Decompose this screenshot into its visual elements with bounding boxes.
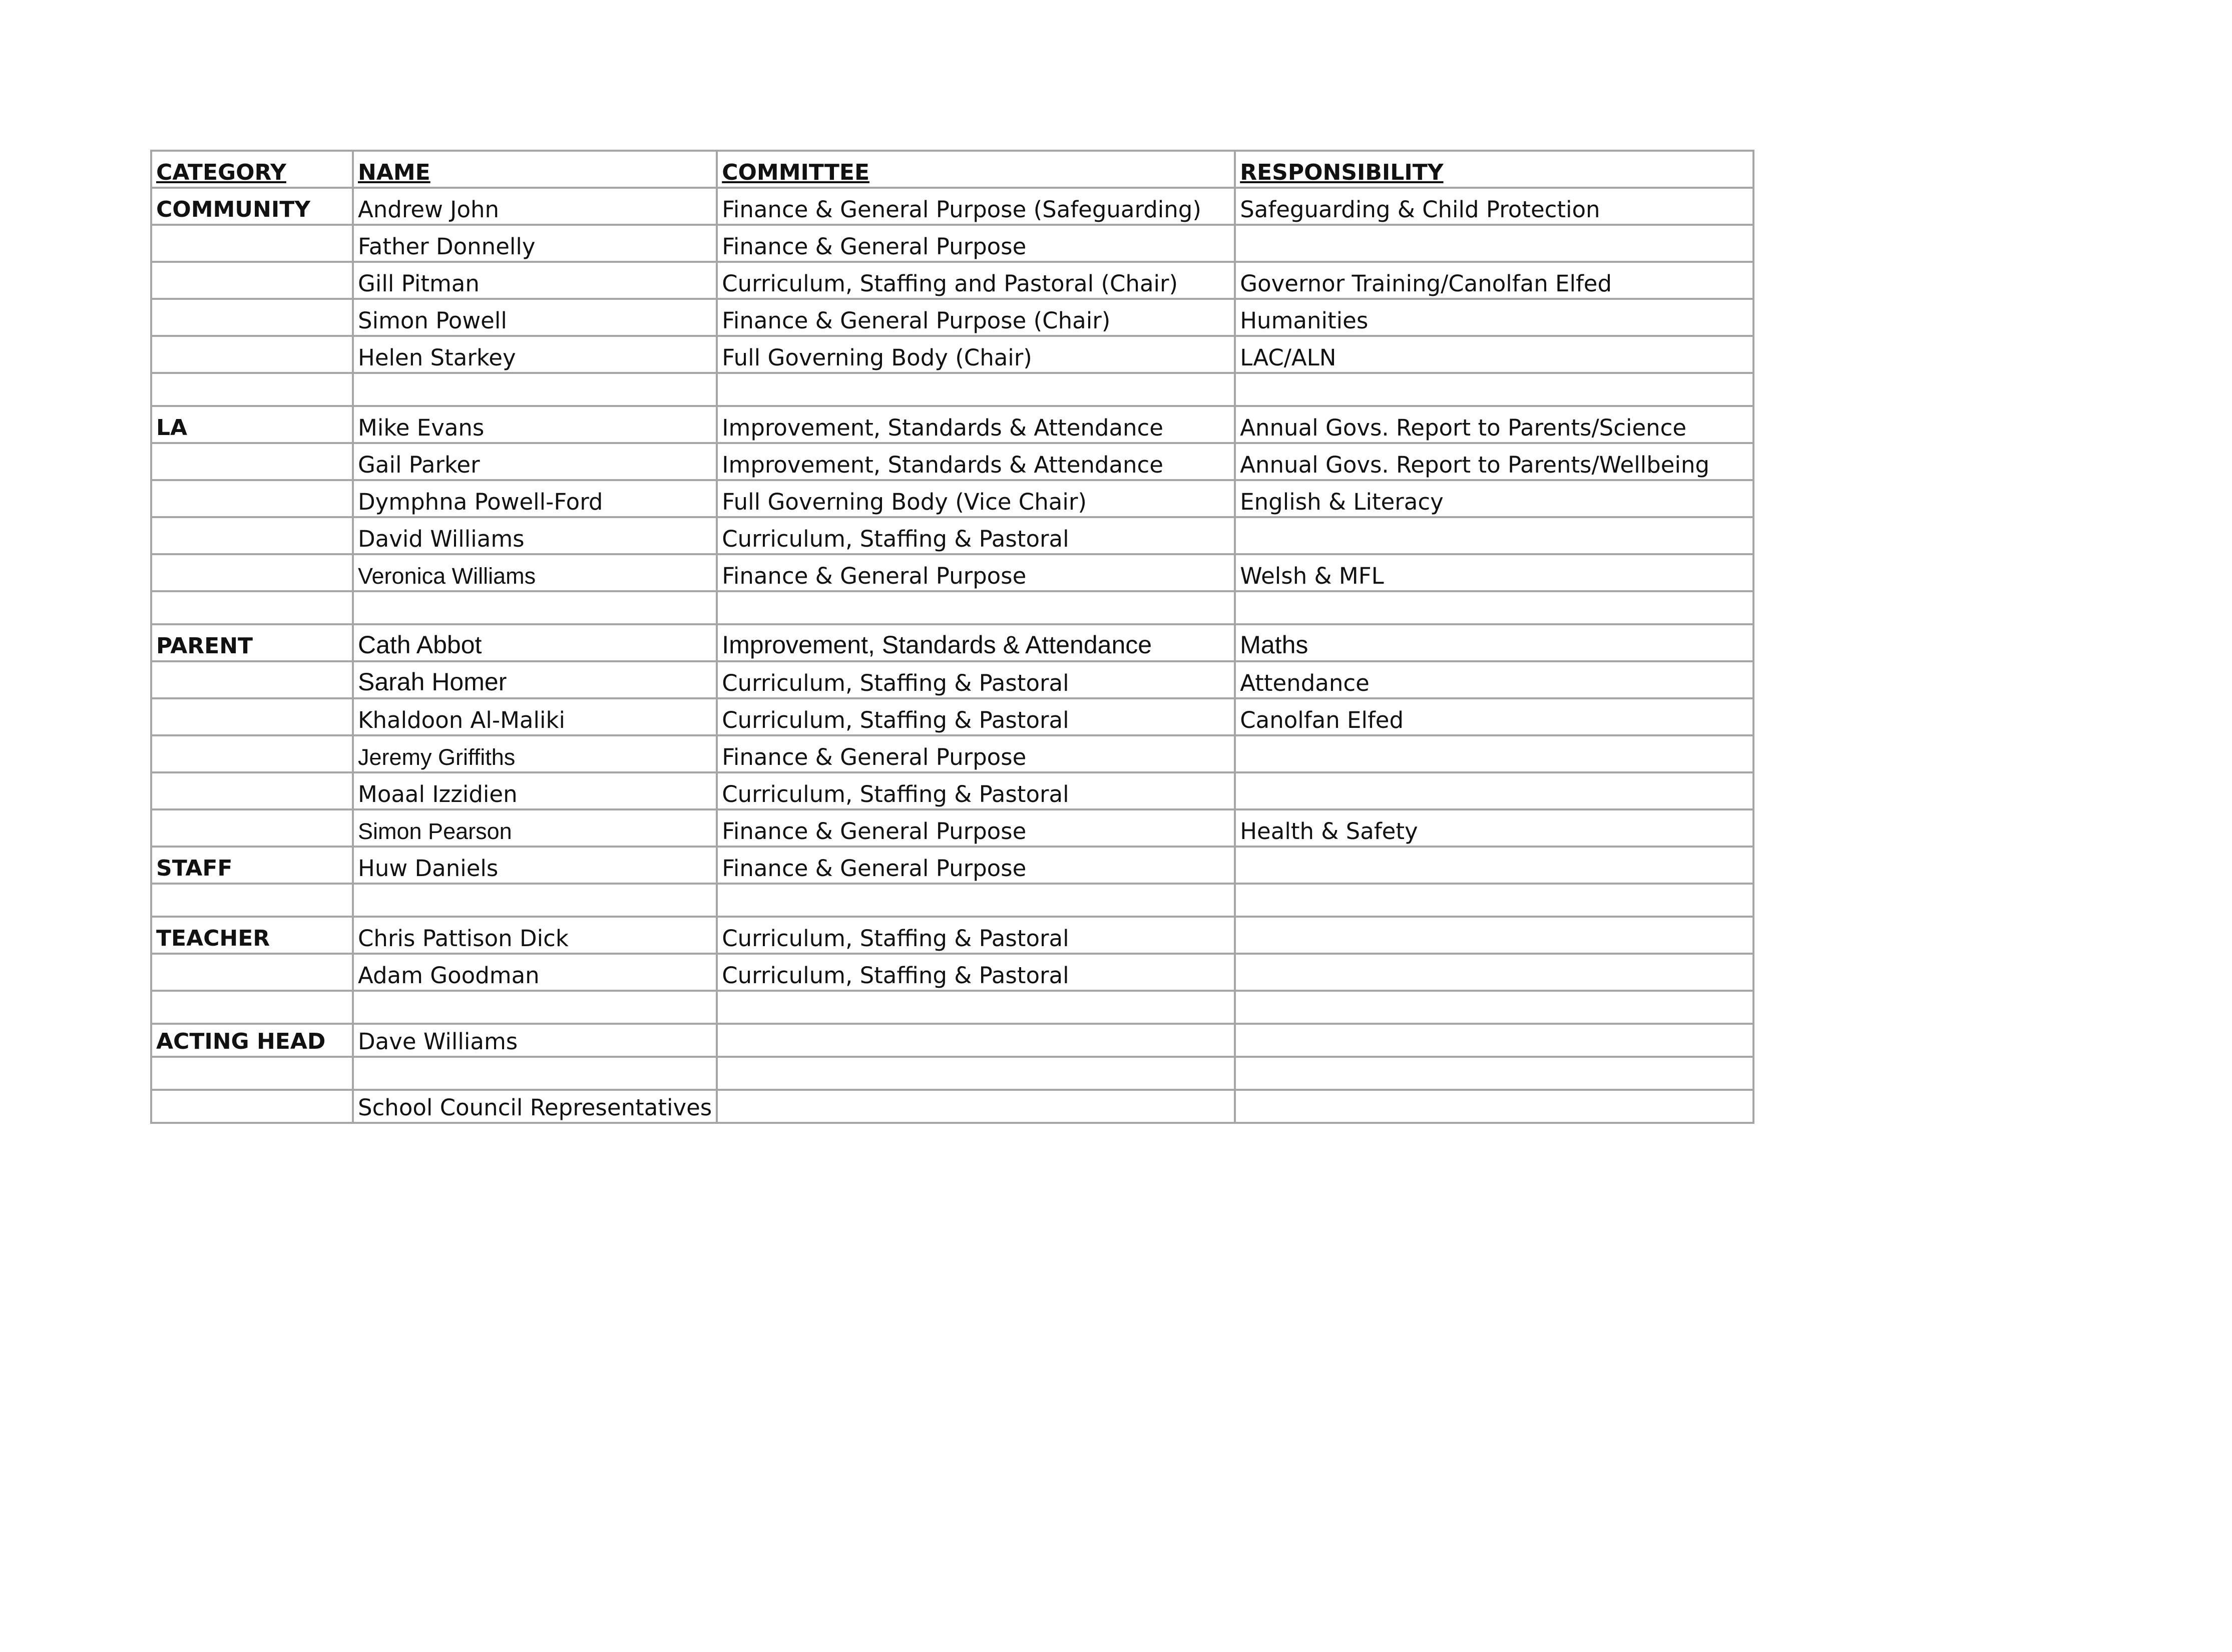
table-row (151, 661, 1753, 698)
committee-cell: Improvement, Standards & Attendance (717, 406, 1235, 443)
responsibility-cell: Governor Training/Canolfan Elfed (1235, 262, 1753, 299)
name-cell (353, 1057, 717, 1090)
responsibility-cell: Maths (1235, 624, 1753, 661)
table-row (151, 336, 1753, 373)
responsibility-cell (1235, 735, 1753, 772)
committee-cell: Improvement, Standards & Attendance (717, 624, 1235, 661)
name-cell: Simon Powell (353, 299, 717, 336)
category-cell (151, 373, 353, 406)
header-responsibility: RESPONSIBILITY (1235, 151, 1753, 188)
responsibility-cell: Attendance (1235, 661, 1753, 698)
category-cell (151, 1090, 353, 1123)
governors-table (150, 150, 1754, 1124)
table-row (151, 480, 1753, 517)
table-row (151, 554, 1753, 591)
committee-cell: Curriculum, Staffing & Pastoral (717, 772, 1235, 809)
committee-cell (717, 1024, 1235, 1057)
category-cell: TEACHER (151, 917, 353, 954)
table-row (151, 299, 1753, 336)
table-row (151, 624, 1753, 661)
table-row (151, 591, 1753, 624)
name-cell (353, 373, 717, 406)
committee-cell: Curriculum, Staffing & Pastoral (717, 517, 1235, 554)
header-name: NAME (353, 151, 717, 188)
committee-cell (717, 991, 1235, 1024)
committee-cell: Improvement, Standards & Attendance (717, 443, 1235, 480)
committee-cell (717, 591, 1235, 624)
table-row (151, 1090, 1753, 1123)
category-cell: COMMUNITY (151, 188, 353, 225)
responsibility-cell (1235, 991, 1753, 1024)
committee-cell (717, 1057, 1235, 1090)
table-row (151, 262, 1753, 299)
name-cell: School Council Representatives (353, 1090, 717, 1123)
committee-cell (717, 1090, 1235, 1123)
responsibility-cell: Safeguarding & Child Protection (1235, 188, 1753, 225)
table-row (151, 1057, 1753, 1090)
committee-cell: Curriculum, Staffing & Pastoral (717, 698, 1235, 735)
committee-cell: Finance & General Purpose (717, 225, 1235, 262)
category-cell: LA (151, 406, 353, 443)
category-cell (151, 554, 353, 591)
table-row (151, 991, 1753, 1024)
category-cell: STAFF (151, 847, 353, 884)
category-cell (151, 884, 353, 917)
table-row (151, 884, 1753, 917)
responsibility-cell (1235, 884, 1753, 917)
responsibility-cell: Annual Govs. Report to Parents/Wellbeing (1235, 443, 1753, 480)
table-row (151, 373, 1753, 406)
table-row (151, 917, 1753, 954)
name-cell: Andrew John (353, 188, 717, 225)
table-row (151, 443, 1753, 480)
category-cell (151, 772, 353, 809)
responsibility-cell (1235, 373, 1753, 406)
name-cell: David Williams (353, 517, 717, 554)
table-row (151, 954, 1753, 991)
category-cell (151, 991, 353, 1024)
table-row (151, 698, 1753, 735)
category-cell (151, 262, 353, 299)
responsibility-cell (1235, 591, 1753, 624)
committee-cell: Curriculum, Staffing & Pastoral (717, 954, 1235, 991)
category-cell (151, 336, 353, 373)
category-cell (151, 591, 353, 624)
responsibility-cell: Humanities (1235, 299, 1753, 336)
table-row (151, 1024, 1753, 1057)
name-cell: Simon Pearson (353, 809, 717, 847)
name-cell: Dave Williams (353, 1024, 717, 1057)
committee-cell: Curriculum, Staffing & Pastoral (717, 661, 1235, 698)
committee-cell: Finance & General Purpose (Safeguarding) (717, 188, 1235, 225)
table-row (151, 809, 1753, 847)
responsibility-cell (1235, 517, 1753, 554)
committee-cell: Finance & General Purpose (717, 847, 1235, 884)
category-cell (151, 443, 353, 480)
header-row (151, 151, 1753, 188)
responsibility-cell (1235, 225, 1753, 262)
category-cell (151, 735, 353, 772)
name-cell (353, 591, 717, 624)
responsibility-cell: Health & Safety (1235, 809, 1753, 847)
category-cell (151, 661, 353, 698)
category-cell (151, 954, 353, 991)
responsibility-cell (1235, 847, 1753, 884)
category-cell (151, 480, 353, 517)
committee-cell (717, 884, 1235, 917)
name-cell: Jeremy Griffiths (353, 735, 717, 772)
category-cell (151, 517, 353, 554)
responsibility-cell: Welsh & MFL (1235, 554, 1753, 591)
committee-cell: Full Governing Body (Chair) (717, 336, 1235, 373)
table-row (151, 406, 1753, 443)
name-cell: Veronica Williams (353, 554, 717, 591)
table-row (151, 772, 1753, 809)
header-committee: COMMITTEE (717, 151, 1235, 188)
responsibility-cell (1235, 1057, 1753, 1090)
name-cell: Sarah Homer (353, 661, 717, 698)
name-cell: Huw Daniels (353, 847, 717, 884)
committee-cell (717, 373, 1235, 406)
committee-cell: Finance & General Purpose (717, 554, 1235, 591)
responsibility-cell (1235, 1024, 1753, 1057)
name-cell: Khaldoon Al-Maliki (353, 698, 717, 735)
category-cell (151, 698, 353, 735)
name-cell (353, 884, 717, 917)
category-cell: ACTING HEAD (151, 1024, 353, 1057)
committee-cell: Finance & General Purpose (717, 809, 1235, 847)
name-cell (353, 991, 717, 1024)
category-cell (151, 1057, 353, 1090)
committee-cell: Finance & General Purpose (717, 735, 1235, 772)
name-cell: Adam Goodman (353, 954, 717, 991)
category-cell (151, 225, 353, 262)
responsibility-cell: Canolfan Elfed (1235, 698, 1753, 735)
name-cell: Moaal Izzidien (353, 772, 717, 809)
name-cell: Mike Evans (353, 406, 717, 443)
name-cell: Gill Pitman (353, 262, 717, 299)
committee-cell: Curriculum, Staffing and Pastoral (Chair) (717, 262, 1235, 299)
committee-cell: Curriculum, Staffing & Pastoral (717, 917, 1235, 954)
name-cell: Gail Parker (353, 443, 717, 480)
name-cell: Dymphna Powell-Ford (353, 480, 717, 517)
committee-cell: Full Governing Body (Vice Chair) (717, 480, 1235, 517)
responsibility-cell (1235, 954, 1753, 991)
header-category: CATEGORY (151, 151, 353, 188)
table-row (151, 847, 1753, 884)
category-cell: PARENT (151, 624, 353, 661)
table-row (151, 735, 1753, 772)
name-cell: Chris Pattison Dick (353, 917, 717, 954)
responsibility-cell (1235, 772, 1753, 809)
name-cell: Cath Abbot (353, 624, 717, 661)
responsibility-cell: English & Literacy (1235, 480, 1753, 517)
name-cell: Helen Starkey (353, 336, 717, 373)
responsibility-cell (1235, 1090, 1753, 1123)
category-cell (151, 299, 353, 336)
responsibility-cell: Annual Govs. Report to Parents/Science (1235, 406, 1753, 443)
table-row (151, 225, 1753, 262)
table-row (151, 188, 1753, 225)
category-cell (151, 809, 353, 847)
table-row (151, 517, 1753, 554)
committee-cell: Finance & General Purpose (Chair) (717, 299, 1235, 336)
name-cell: Father Donnelly (353, 225, 717, 262)
responsibility-cell: LAC/ALN (1235, 336, 1753, 373)
responsibility-cell (1235, 917, 1753, 954)
